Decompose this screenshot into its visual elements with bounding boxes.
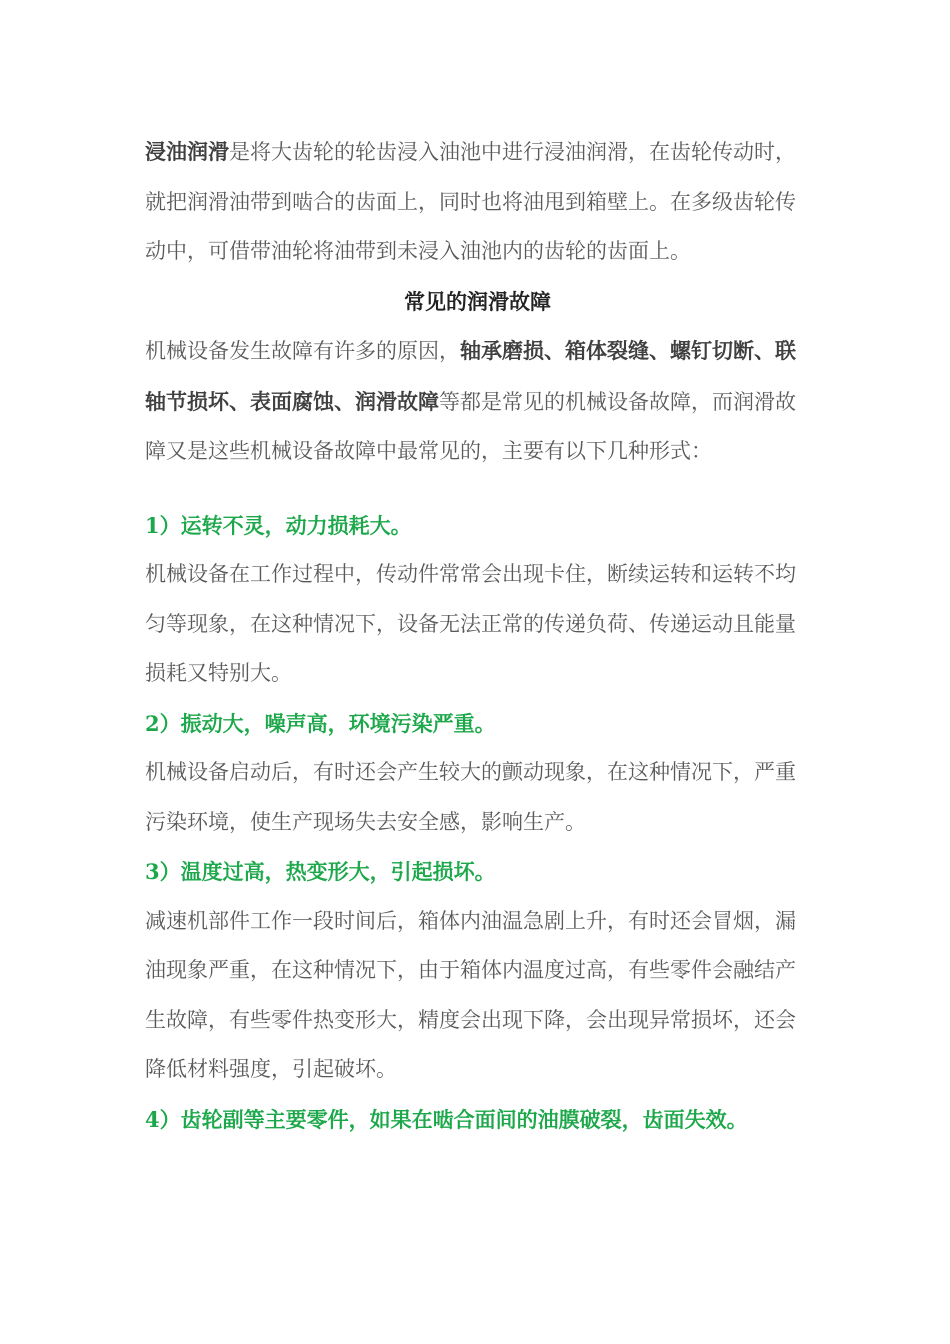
document-page: [145, 127, 810, 1144]
spacer: [145, 477, 810, 501]
item-2-body: 机械设备启动后，有时还会产生较大的颤动现象，在这种情况下，严重污染环境，使生产现场失去安全感，影响生产。: [145, 760, 796, 834]
intro-bold-term: 浸油润滑: [145, 139, 229, 164]
intro-paragraph: [145, 127, 810, 277]
item-1-body: 机械设备在工作过程中，传动件常常会出现卡住，断续运转和运转不均匀等现象，在这种情况下，设备无法正常的传递负荷、传递运动且能量损耗又特别大。: [145, 562, 796, 685]
causes-tail: 等都是常见的机械设备故障，而润滑故障又是这些机械设备故障中最常见的，主要有以下几种形式：: [145, 389, 796, 463]
item-3-heading: 3）温度过高，热变形大，引起损坏。: [145, 859, 496, 884]
item-1-heading: 1）运转不灵，动力损耗大。: [145, 512, 412, 538]
item-2-heading: 2）振动大，噪声高，环境污染严重。: [145, 710, 496, 736]
causes-paragraph: [145, 326, 810, 477]
causes-bold-list: 轴承磨损、箱体裂缝、螺钉切断、联轴节损坏、表面腐蚀、润滑故障: [145, 338, 796, 414]
section-title: 常见的润滑故障: [404, 288, 551, 314]
causes-lead: 机械设备发生故障有许多的原因，: [145, 339, 460, 363]
item-3-body: 减速机部件工作一段时间后，箱体内油温急剧上升，有时还会冒烟，漏油现象严重，在这种情况下，由于箱体内温度过高，有些零件会融结产生故障，有些零件热变形大，精度会出现下降，会出现异常损坏，还会降低材料强度，引起破坏。: [145, 908, 796, 1081]
item-4-heading: 4）齿轮副等主要零件，如果在啮合面间的油膜破裂，齿面失效。: [145, 1106, 748, 1132]
intro-text: 是将大齿轮的轮齿浸入油池中进行浸油润滑，在齿轮传动时，就把润滑油带到啮合的齿面上，同时也将油甩到箱壁上。在多级齿轮传动中，可借带油轮将油带到未浸入油池内的齿轮的齿面上。: [145, 140, 796, 263]
